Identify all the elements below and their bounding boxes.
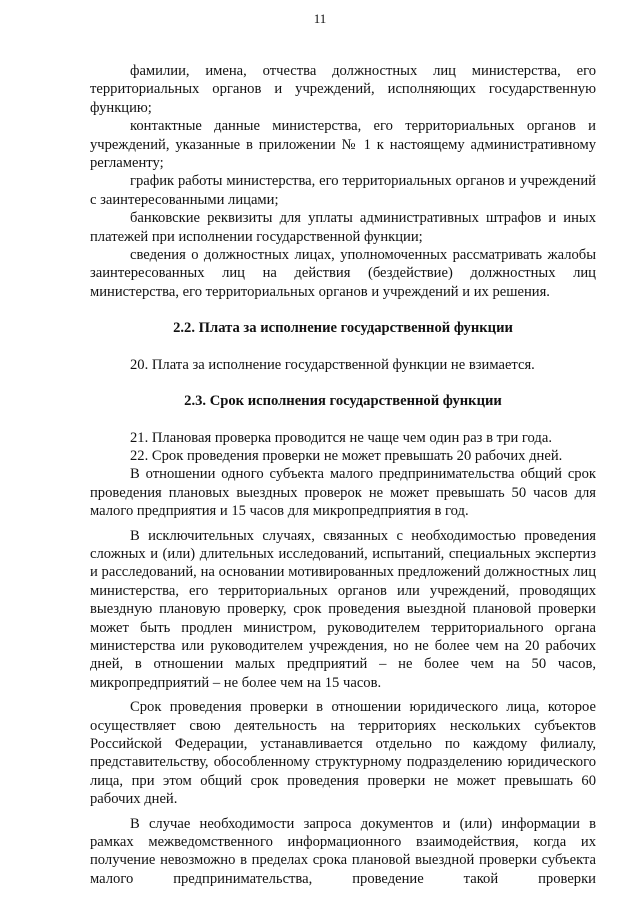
section-heading-fee: 2.2. Плата за исполнение государственной функции <box>173 320 513 337</box>
paragraph-officials-info: сведения о должностных лицах, уполномоченных рассматривать жалобы заинтересованных лиц на действия (бездействие) должностных лиц министерства, его территориальных органов и учреждений и их решения. <box>90 247 596 300</box>
paragraph-item-21: 21. Плановая проверка проводится не чаще чем один раз в три года. <box>130 429 552 446</box>
section-heading-term: 2.3. Срок исполнения государственной функции <box>184 393 502 410</box>
paragraph-work-schedule: график работы министерства, его территориальных органов и учреждений с заинтересованными лицами; <box>90 173 596 208</box>
paragraph-contact-data: контактные данные министерства, его территориальных органов и учреждений, указанные в приложении № 1 к настоящему административному регламенту; <box>90 118 596 172</box>
page-content <box>90 62 596 888</box>
paragraph-interagency-request: В случае необходимости запроса документов и (или) информации в рамках межведомственного информационного взаимодействия, когда их получение невозможно в пределах срока плановой выездной проверки субъекта малого предпринимательства, проведение такой проверки <box>90 815 596 887</box>
paragraph-bank-details: банковские реквизиты для уплаты административных штрафов и иных платежей при исполнении государственной функции; <box>90 210 596 245</box>
paragraph-multi-region-entity: Срок проведения проверки в отношении юридического лица, которое осуществляет свою деятельность на территориях нескольких субъектов Российской Федерации, устанавливается отдельно по каждому филиалу, представительству, обособленному структурному подразделению юридического лица, при этом общий срок проведения проверки не может превышать 60 рабочих дней. <box>90 699 596 808</box>
page-number: 11 <box>313 11 327 26</box>
paragraph-item-22: 22. Срок проведения проверки не может превышать 20 рабочих дней. <box>130 447 563 464</box>
paragraph-small-business-term: В отношении одного субъекта малого предпринимательства общий срок проведения плановых выездных проверок не может превышать 50 часов для малого предприятия и 15 часов для микропредприятия в год. <box>90 466 596 520</box>
paragraph-officials-names: фамилии, имена, отчества должностных лиц министерства, его территориальных органов и учреждений, исполняющих государственную функцию; <box>90 63 596 116</box>
paragraph-exceptional-cases: В исключительных случаях, связанных с необходимостью проведения сложных и (или) длительных исследований, испытаний, специальных экспертиз и расследований, на основании мотивированных предложений должностных лиц министерства, его территориальных органов или учреждений, проводящих выездную плановую проверку, срок проведения выездной плановой проверки может быть продлен министром, руководителем территориального органа министерства или руководителем учреждения, но не более чем на 20 рабочих дней, в отношении малых предприятий – не более чем на 50 часов, микропредприятий – не более чем на 15 часов. <box>90 527 596 691</box>
paragraph-item-20: 20. Плата за исполнение государственной функции не взимается. <box>130 356 535 373</box>
